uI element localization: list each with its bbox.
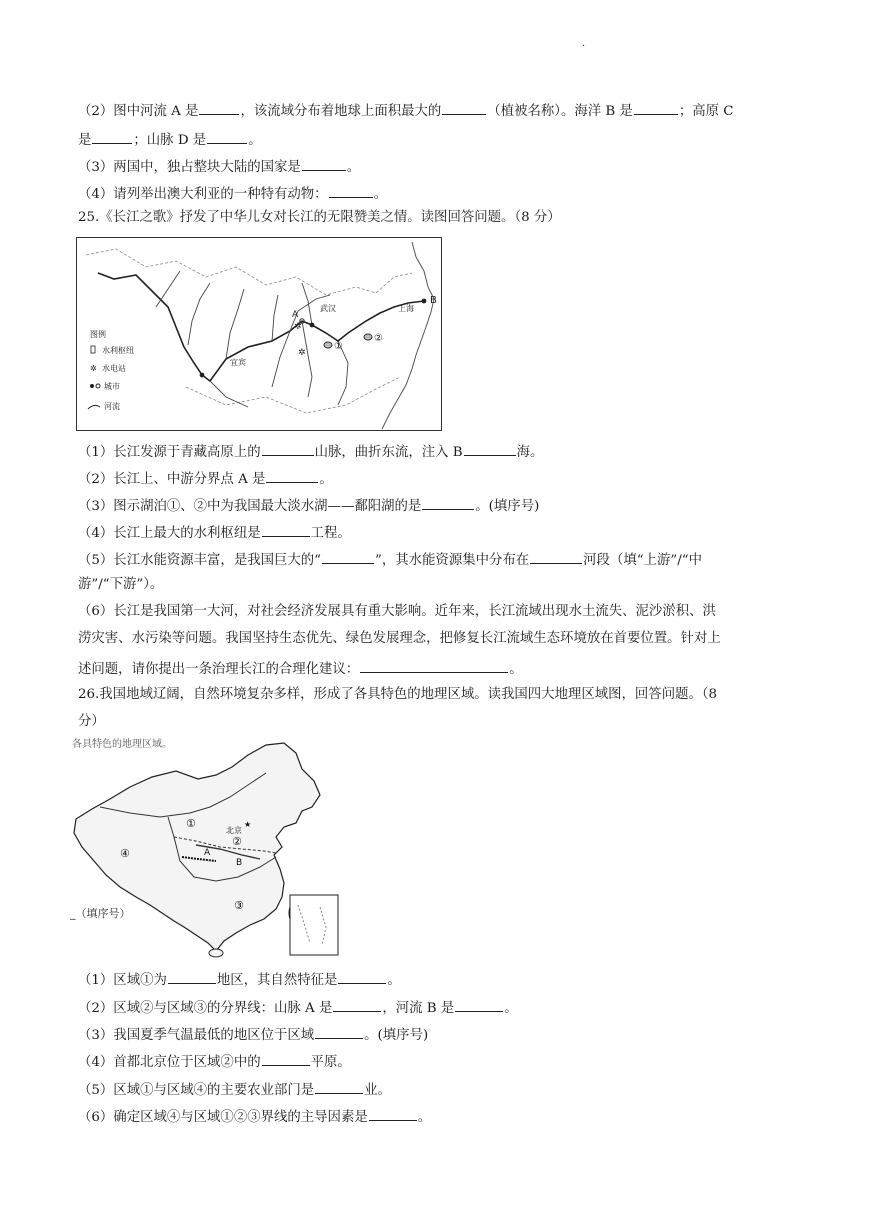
blank-project[interactable] bbox=[262, 523, 310, 537]
svg-text:✲: ✲ bbox=[294, 322, 302, 332]
text: （4）首都北京位于区域②中的 bbox=[78, 1055, 261, 1070]
q24-line-3 bbox=[78, 157, 360, 176]
blank-mountain-a[interactable] bbox=[333, 998, 381, 1012]
blank-sea[interactable] bbox=[464, 442, 516, 456]
text: 。 bbox=[387, 973, 401, 988]
china-regions-map bbox=[70, 737, 350, 961]
text: （3）图示湖泊①、②中为我国最大淡水湖——鄱阳湖的是 bbox=[78, 499, 422, 514]
text: 。 bbox=[373, 187, 387, 202]
text: （5）长江水能资源丰富，是我国巨大的“ bbox=[78, 553, 322, 568]
yangtze-map bbox=[76, 237, 442, 431]
blank-point-a[interactable] bbox=[266, 469, 318, 483]
q25-s4 bbox=[78, 523, 351, 542]
legend-item-3: 城市 bbox=[104, 382, 120, 391]
svg-text:★: ★ bbox=[244, 820, 252, 829]
blank-plain[interactable] bbox=[262, 1052, 310, 1066]
text: （植被名称）。海洋 B 是 bbox=[487, 104, 633, 119]
blank-river-a[interactable] bbox=[199, 101, 239, 115]
blank-coldest[interactable] bbox=[315, 1025, 363, 1039]
blank-mountain-d[interactable] bbox=[207, 130, 247, 144]
q25-s2 bbox=[78, 469, 333, 488]
label-lake-1: ① bbox=[334, 341, 343, 352]
text: （3）两国中，独占整块大陆的国家是 bbox=[78, 160, 301, 175]
label-a: A bbox=[292, 310, 299, 320]
text: 山脉，曲折东流，注入 B bbox=[314, 445, 463, 460]
svg-text:✲: ✲ bbox=[90, 364, 97, 373]
label-a: A bbox=[204, 848, 211, 858]
text: 。 bbox=[248, 133, 262, 148]
legend-item-1: 水利枢纽 bbox=[102, 346, 134, 355]
text: ；山脉 D 是 bbox=[133, 133, 207, 148]
q24-line-2-cont bbox=[78, 130, 262, 149]
text: 。(填序号) bbox=[475, 499, 540, 514]
q25-s3 bbox=[78, 496, 539, 515]
q26-s3 bbox=[78, 1025, 428, 1044]
blank-agriculture[interactable] bbox=[315, 1080, 363, 1094]
text: 。 bbox=[417, 1110, 432, 1125]
text: 。 bbox=[509, 662, 523, 677]
q24-line-2 bbox=[78, 101, 734, 120]
text: （1）区域①为 bbox=[78, 973, 167, 988]
blank-feature[interactable] bbox=[338, 970, 386, 984]
q25-s5 bbox=[78, 550, 702, 569]
label-wuhan: 武汉 bbox=[320, 304, 336, 313]
label-beijing: 北京 bbox=[226, 826, 242, 835]
label-yibin: 宜宾 bbox=[230, 358, 246, 367]
text: （2）区域②与区域③的分界线：山脉 A 是 bbox=[78, 1001, 333, 1016]
q26-title-l1: 26.我国地域辽阔，自然环境复杂多样，形成了各具特色的地理区域。读我国四大地理区域图，回答问题。（8 bbox=[78, 687, 718, 702]
label-b: B bbox=[430, 295, 437, 306]
text: ，河流 B 是 bbox=[382, 1001, 455, 1016]
q25-s6-l2: 涝灾害、水污染等问题。我国坚持生态优先、绿色发展理念，把修复长江流域生态环境放在首要位置。针对上 bbox=[78, 631, 721, 646]
q26-s5 bbox=[78, 1080, 391, 1099]
label-shanghai: 上海 bbox=[398, 304, 414, 313]
q25-s5-cont: 游”/“下游”）。 bbox=[78, 577, 164, 592]
q25-s6-l3 bbox=[78, 659, 523, 678]
q26-s1 bbox=[78, 970, 401, 989]
text: 。 bbox=[346, 160, 361, 175]
label-region-3: ③ bbox=[234, 899, 244, 912]
text: （2）图中河流 A 是 bbox=[78, 104, 199, 119]
text: 工程。 bbox=[310, 526, 351, 541]
text: ”，其水能资源集中分布在 bbox=[375, 553, 530, 568]
map-top-text: 各具特色的地理区域。 bbox=[72, 739, 172, 750]
text: （3）我国夏季气温最低的地区位于区域 bbox=[78, 1028, 315, 1043]
blank-section[interactable] bbox=[530, 550, 582, 564]
label-region-2: ② bbox=[232, 835, 242, 848]
q26-s6 bbox=[78, 1107, 431, 1126]
q26-s4 bbox=[78, 1052, 351, 1071]
blank-country[interactable] bbox=[302, 157, 346, 171]
text: 地区，其自然特征是 bbox=[216, 973, 338, 988]
legend-title: 图例 bbox=[90, 330, 106, 339]
text: 河段（填“上游”/“中 bbox=[583, 553, 702, 568]
blank-plateau-c[interactable] bbox=[92, 130, 132, 144]
q24-line-4 bbox=[78, 184, 387, 203]
blank-region[interactable] bbox=[168, 970, 216, 984]
blank-mountain[interactable] bbox=[262, 442, 314, 456]
svg-text:✲: ✲ bbox=[298, 348, 306, 358]
q26-s2 bbox=[78, 998, 518, 1017]
blank-factor[interactable] bbox=[369, 1107, 417, 1121]
text: 业。 bbox=[364, 1083, 391, 1098]
text: ；高原 C bbox=[678, 104, 734, 119]
text: 平原。 bbox=[310, 1055, 351, 1070]
blank-resource[interactable] bbox=[322, 550, 374, 564]
text: （4）请列举出澳大利亚的一种特有动物： bbox=[78, 187, 328, 202]
q25-s1 bbox=[78, 442, 543, 461]
label-region-1: ① bbox=[186, 817, 196, 830]
q25-title: 25.《长江之歌》抒发了中华儿女对长江的无限赞美之情。读图回答问题。（8 分） bbox=[78, 210, 561, 225]
blank-suggestion[interactable] bbox=[360, 659, 508, 673]
map-side-text: _（填序号） bbox=[70, 907, 131, 920]
legend-item-4: 河流 bbox=[104, 402, 120, 411]
text: ，该流域分布着地球上面积最大的 bbox=[240, 104, 442, 119]
label-region-4: ④ bbox=[120, 847, 130, 860]
text: 述问题，请你提出一条治理长江的合理化建议： bbox=[78, 662, 360, 677]
text: （2）长江上、中游分界点 A 是 bbox=[78, 472, 266, 487]
q26-title-l2: 分） bbox=[78, 714, 105, 729]
blank-ocean-b[interactable] bbox=[634, 101, 678, 115]
text: 。 bbox=[504, 1001, 518, 1016]
text: （5）区域①与区域④的主要农业部门是 bbox=[78, 1083, 315, 1098]
blank-lake[interactable] bbox=[422, 496, 474, 510]
text: 是 bbox=[78, 133, 92, 148]
q25-s6-l1: （6）长江是我国第一大河，对社会经济发展具有重大影响。近年来，长江流域出现水土流失、泥沙淤积、洪 bbox=[78, 604, 716, 619]
blank-vegetation[interactable] bbox=[442, 101, 486, 115]
legend-item-2: 水电站 bbox=[102, 364, 126, 373]
text: （1）长江发源于青藏高原上的 bbox=[78, 445, 261, 460]
label-b: B bbox=[236, 858, 243, 868]
label-lake-2: ② bbox=[374, 333, 383, 344]
blank-river-b[interactable] bbox=[455, 998, 503, 1012]
text: 。 bbox=[319, 472, 333, 487]
text: （4）长江上最大的水利枢纽是 bbox=[78, 526, 261, 541]
text: 。(填序号) bbox=[364, 1028, 429, 1043]
page-dot: . bbox=[582, 38, 586, 49]
blank-animal[interactable] bbox=[329, 184, 373, 198]
text: （6）确定区域④与区域①②③界线的主导因素是 bbox=[78, 1110, 368, 1125]
text: 海。 bbox=[516, 445, 544, 460]
